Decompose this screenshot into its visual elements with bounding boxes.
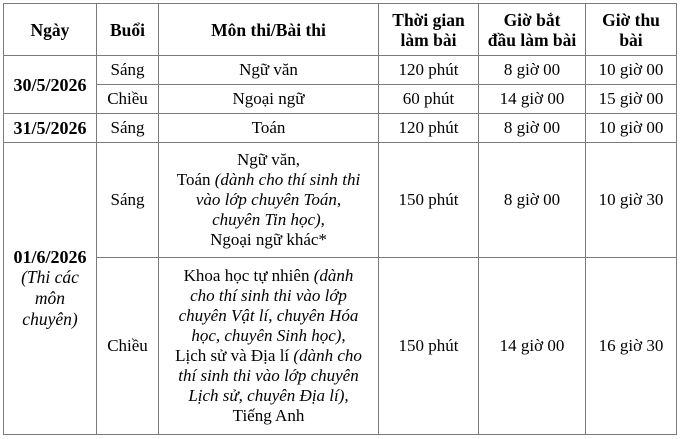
end-time-cell: 16 giờ 30	[586, 258, 677, 435]
subject-text: Khoa học tự nhiên	[183, 266, 314, 285]
subject-line	[162, 346, 375, 366]
session-cell: Chiều	[97, 85, 159, 114]
subject-cell: Ngữ văn	[159, 56, 379, 85]
subject-cell	[159, 258, 379, 435]
duration-cell: 150 phút	[379, 143, 479, 258]
subject-line	[162, 210, 375, 230]
subject-note: (dành cho thí sinh thi	[214, 170, 361, 189]
table-row	[4, 56, 677, 85]
start-time-cell: 14 giờ 00	[479, 258, 586, 435]
table-row	[4, 114, 677, 143]
end-time-cell: 15 giờ 00	[586, 85, 677, 114]
subject-note: vào lớp chuyên Toán,	[195, 190, 342, 209]
subject-text: Lịch sử và Địa lí	[175, 346, 294, 365]
subject-line	[162, 306, 375, 326]
session-cell: Chiều	[97, 258, 159, 435]
table-row	[4, 258, 677, 435]
subject-text: Tiếng Anh	[232, 406, 305, 425]
session-cell: Sáng	[97, 114, 159, 143]
duration-cell: 60 phút	[379, 85, 479, 114]
table-row	[4, 143, 677, 258]
subject-note: chuyên Tin học),	[212, 210, 325, 229]
header-duration	[379, 4, 479, 56]
subject-line	[162, 150, 375, 170]
header-end-line1: Giờ thu	[602, 9, 660, 30]
subject-line	[162, 170, 375, 190]
start-time-cell: 8 giờ 00	[479, 56, 586, 85]
header-end-line2: bài	[619, 29, 643, 50]
date-cell	[4, 143, 97, 435]
subject-line	[162, 230, 375, 250]
date-cell: 30/5/2026	[4, 56, 97, 114]
subject-note: chuyên Vật lí, chuyên Hóa	[178, 306, 359, 325]
end-time-cell: 10 giờ 00	[586, 56, 677, 85]
duration-cell: 120 phút	[379, 114, 479, 143]
header-start-line2: đầu làm bài	[487, 29, 577, 50]
subject-line	[162, 406, 375, 426]
subject-note: Lịch sử, chuyên Địa lí),	[188, 386, 349, 405]
duration-cell: 120 phút	[379, 56, 479, 85]
subject-text: Ngữ văn,	[236, 150, 301, 169]
subject-line	[162, 366, 375, 386]
date-value: 01/6/2026	[13, 247, 87, 267]
table-row	[4, 85, 677, 114]
header-duration-line2: làm bài	[400, 29, 457, 50]
exam-schedule-table	[3, 3, 677, 435]
subject-note: (dành	[313, 266, 354, 285]
start-time-cell: 8 giờ 00	[479, 114, 586, 143]
subject-cell	[159, 143, 379, 258]
header-date: Ngày	[4, 4, 97, 56]
subject-note: cho thí sinh thi vào lớp	[190, 286, 347, 305]
subject-line	[162, 386, 375, 406]
subject-line	[162, 190, 375, 210]
subject-cell: Ngoại ngữ	[159, 85, 379, 114]
header-start-time	[479, 4, 586, 56]
subject-text: Toán	[176, 170, 215, 189]
subject-text: Ngoại ngữ khác*	[210, 230, 327, 249]
subject-note: thí sinh thi vào lớp chuyên	[178, 366, 359, 385]
end-time-cell: 10 giờ 00	[586, 114, 677, 143]
header-row	[4, 4, 677, 56]
session-cell: Sáng	[97, 56, 159, 85]
date-cell: 31/5/2026	[4, 114, 97, 143]
subject-line	[162, 326, 375, 346]
duration-cell: 150 phút	[379, 258, 479, 435]
start-time-cell: 8 giờ 00	[479, 143, 586, 258]
start-time-cell: 14 giờ 00	[479, 85, 586, 114]
subject-cell: Toán	[159, 114, 379, 143]
header-duration-line1: Thời gian	[392, 9, 465, 30]
header-end-time	[586, 4, 677, 56]
header-start-line1: Giờ bắt	[503, 9, 561, 30]
header-session: Buổi	[97, 4, 159, 56]
subject-note: (dành cho	[293, 346, 362, 365]
subject-line	[162, 266, 375, 286]
subject-note: học, chuyên Sinh học),	[191, 326, 346, 345]
date-note: (Thi các môn chuyên)	[21, 267, 79, 329]
header-subject: Môn thi/Bài thi	[159, 4, 379, 56]
subject-line	[162, 286, 375, 306]
end-time-cell: 10 giờ 30	[586, 143, 677, 258]
session-cell: Sáng	[97, 143, 159, 258]
